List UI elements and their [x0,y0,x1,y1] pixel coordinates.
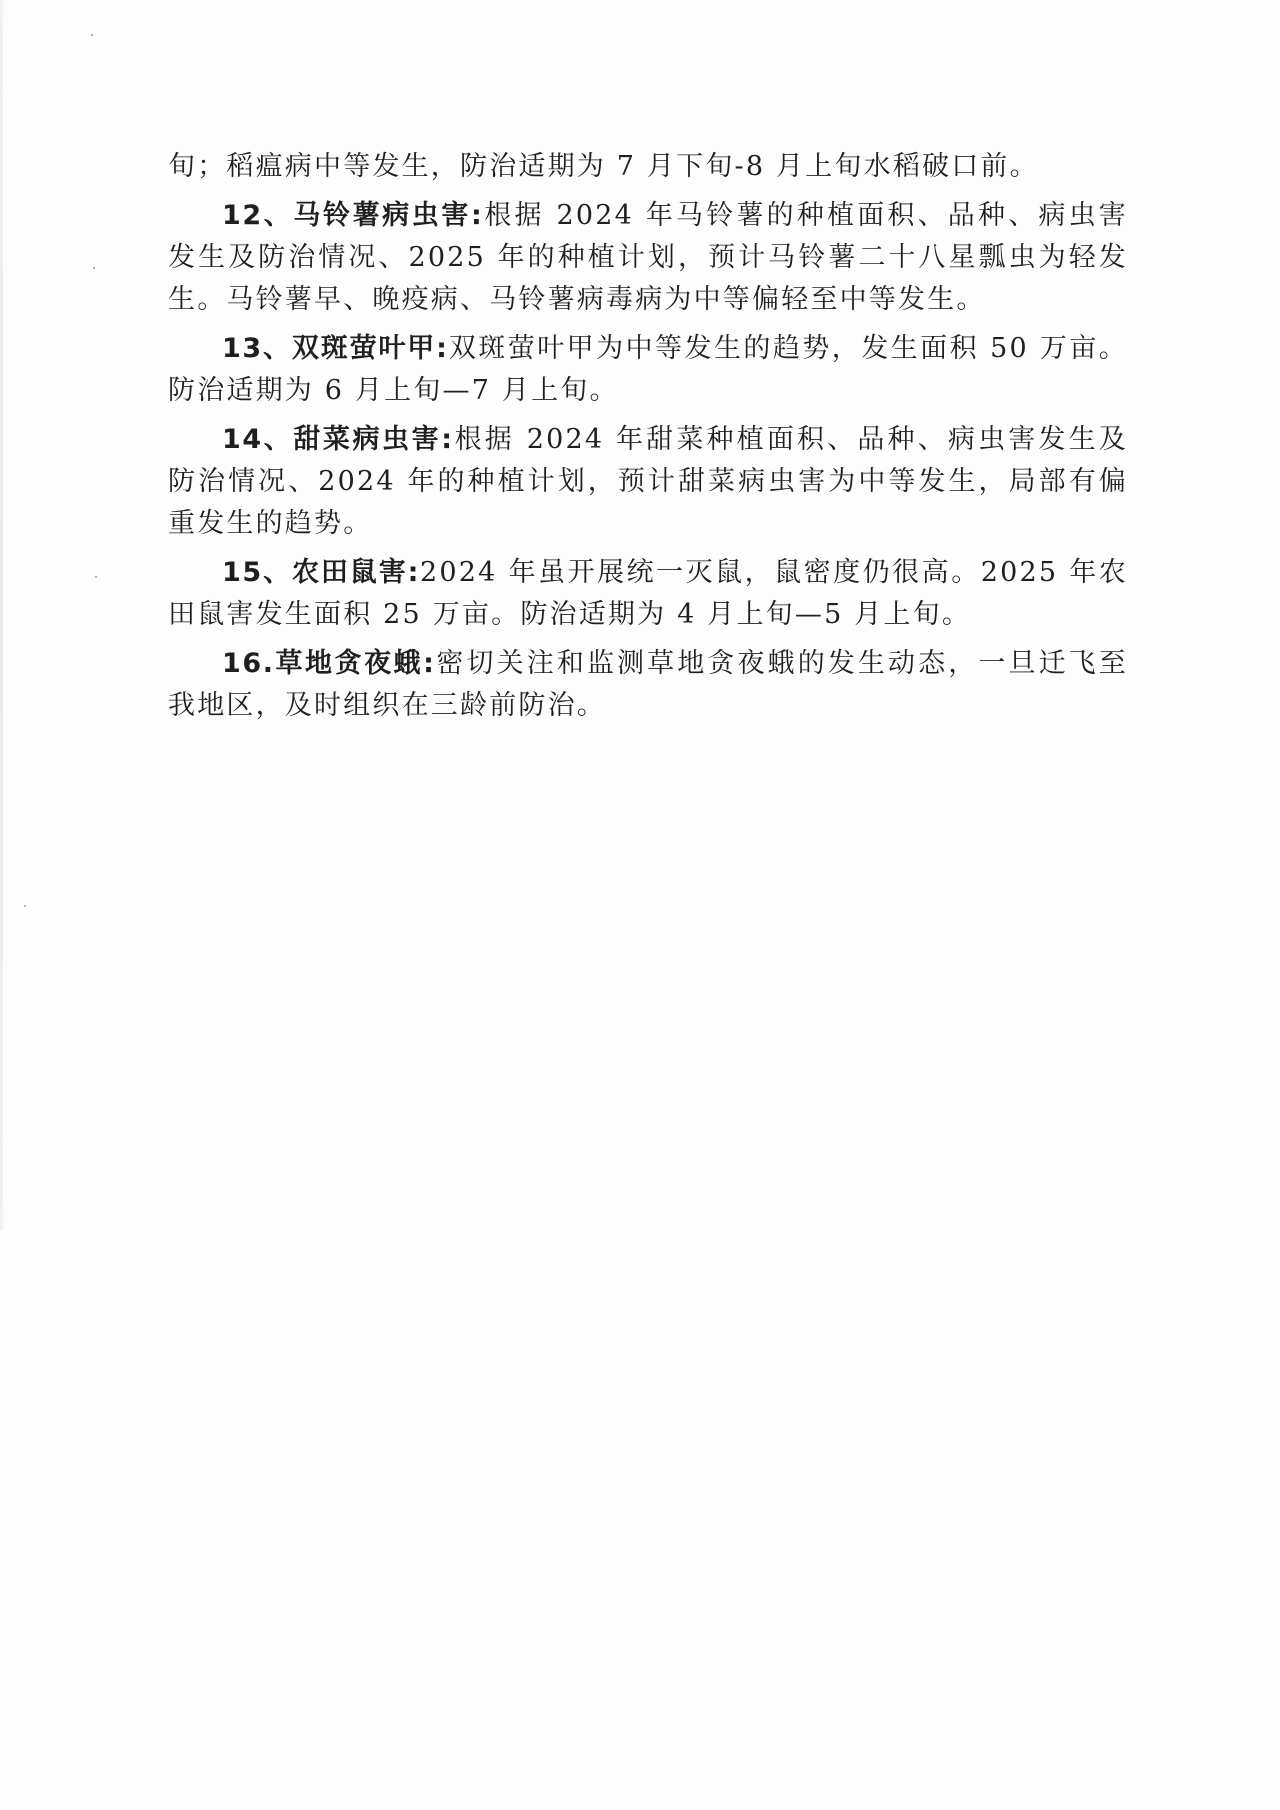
paragraph-continuation [168,146,1128,188]
paragraph-fall-armyworm [168,643,1128,727]
paragraph-heading: 12、马铃薯病虫害: [222,200,484,231]
paragraph-heading: 16.草地贪夜蛾: [222,648,436,679]
scan-speck [95,576,97,578]
paragraph-heading: 13、双斑萤叶甲: [222,333,449,364]
scan-speck [24,905,26,907]
paragraph-heading: 14、甜菜病虫害: [222,424,454,455]
paragraph-leaf-beetle [168,328,1128,412]
paragraph-text: 密切关注和监测草地贪夜蛾的发生动态，一旦迁飞至我地区，及时组织在三龄前防治。 [168,648,1128,721]
scan-speck [91,34,93,36]
paragraph-text: 旬；稻瘟病中等发生，防治适期为 7 月下旬-8 月上旬水稻破口前。 [168,151,1039,182]
scan-speck [93,267,95,269]
paragraph-text: 根据 2024 年马铃薯的种植面积、品种、病虫害发生及防治情况、2025 年的种植计划，预计马铃薯二十八星瓢虫为轻发生。马铃薯早、晚疫病、马铃薯病毒病为中等偏轻至中等发生。 [168,200,1128,315]
paragraph-sugar-beet-pests [168,419,1128,545]
paragraph-heading: 15、农田鼠害: [222,557,421,588]
document-body [168,146,1128,734]
scan-edge-shadow [0,0,3,1230]
paragraph-potato-pests [168,195,1128,321]
paragraph-field-rodents [168,552,1128,636]
paragraph-text: 2024 年虽开展统一灭鼠，鼠密度仍很高。2025 年农田鼠害发生面积 25 万亩。防治适期为 4 月上旬—5 月上旬。 [168,557,1129,630]
paragraph-text: 根据 2024 年甜菜种植面积、品种、病虫害发生及防治情况、2024 年的种植计划，预计甜菜病虫害为中等发生，局部有偏重发生的趋势。 [168,424,1128,539]
paragraph-text: 双斑萤叶甲为中等发生的趋势，发生面积 50 万亩。防治适期为 6 月上旬—7 月上旬。 [168,333,1128,406]
